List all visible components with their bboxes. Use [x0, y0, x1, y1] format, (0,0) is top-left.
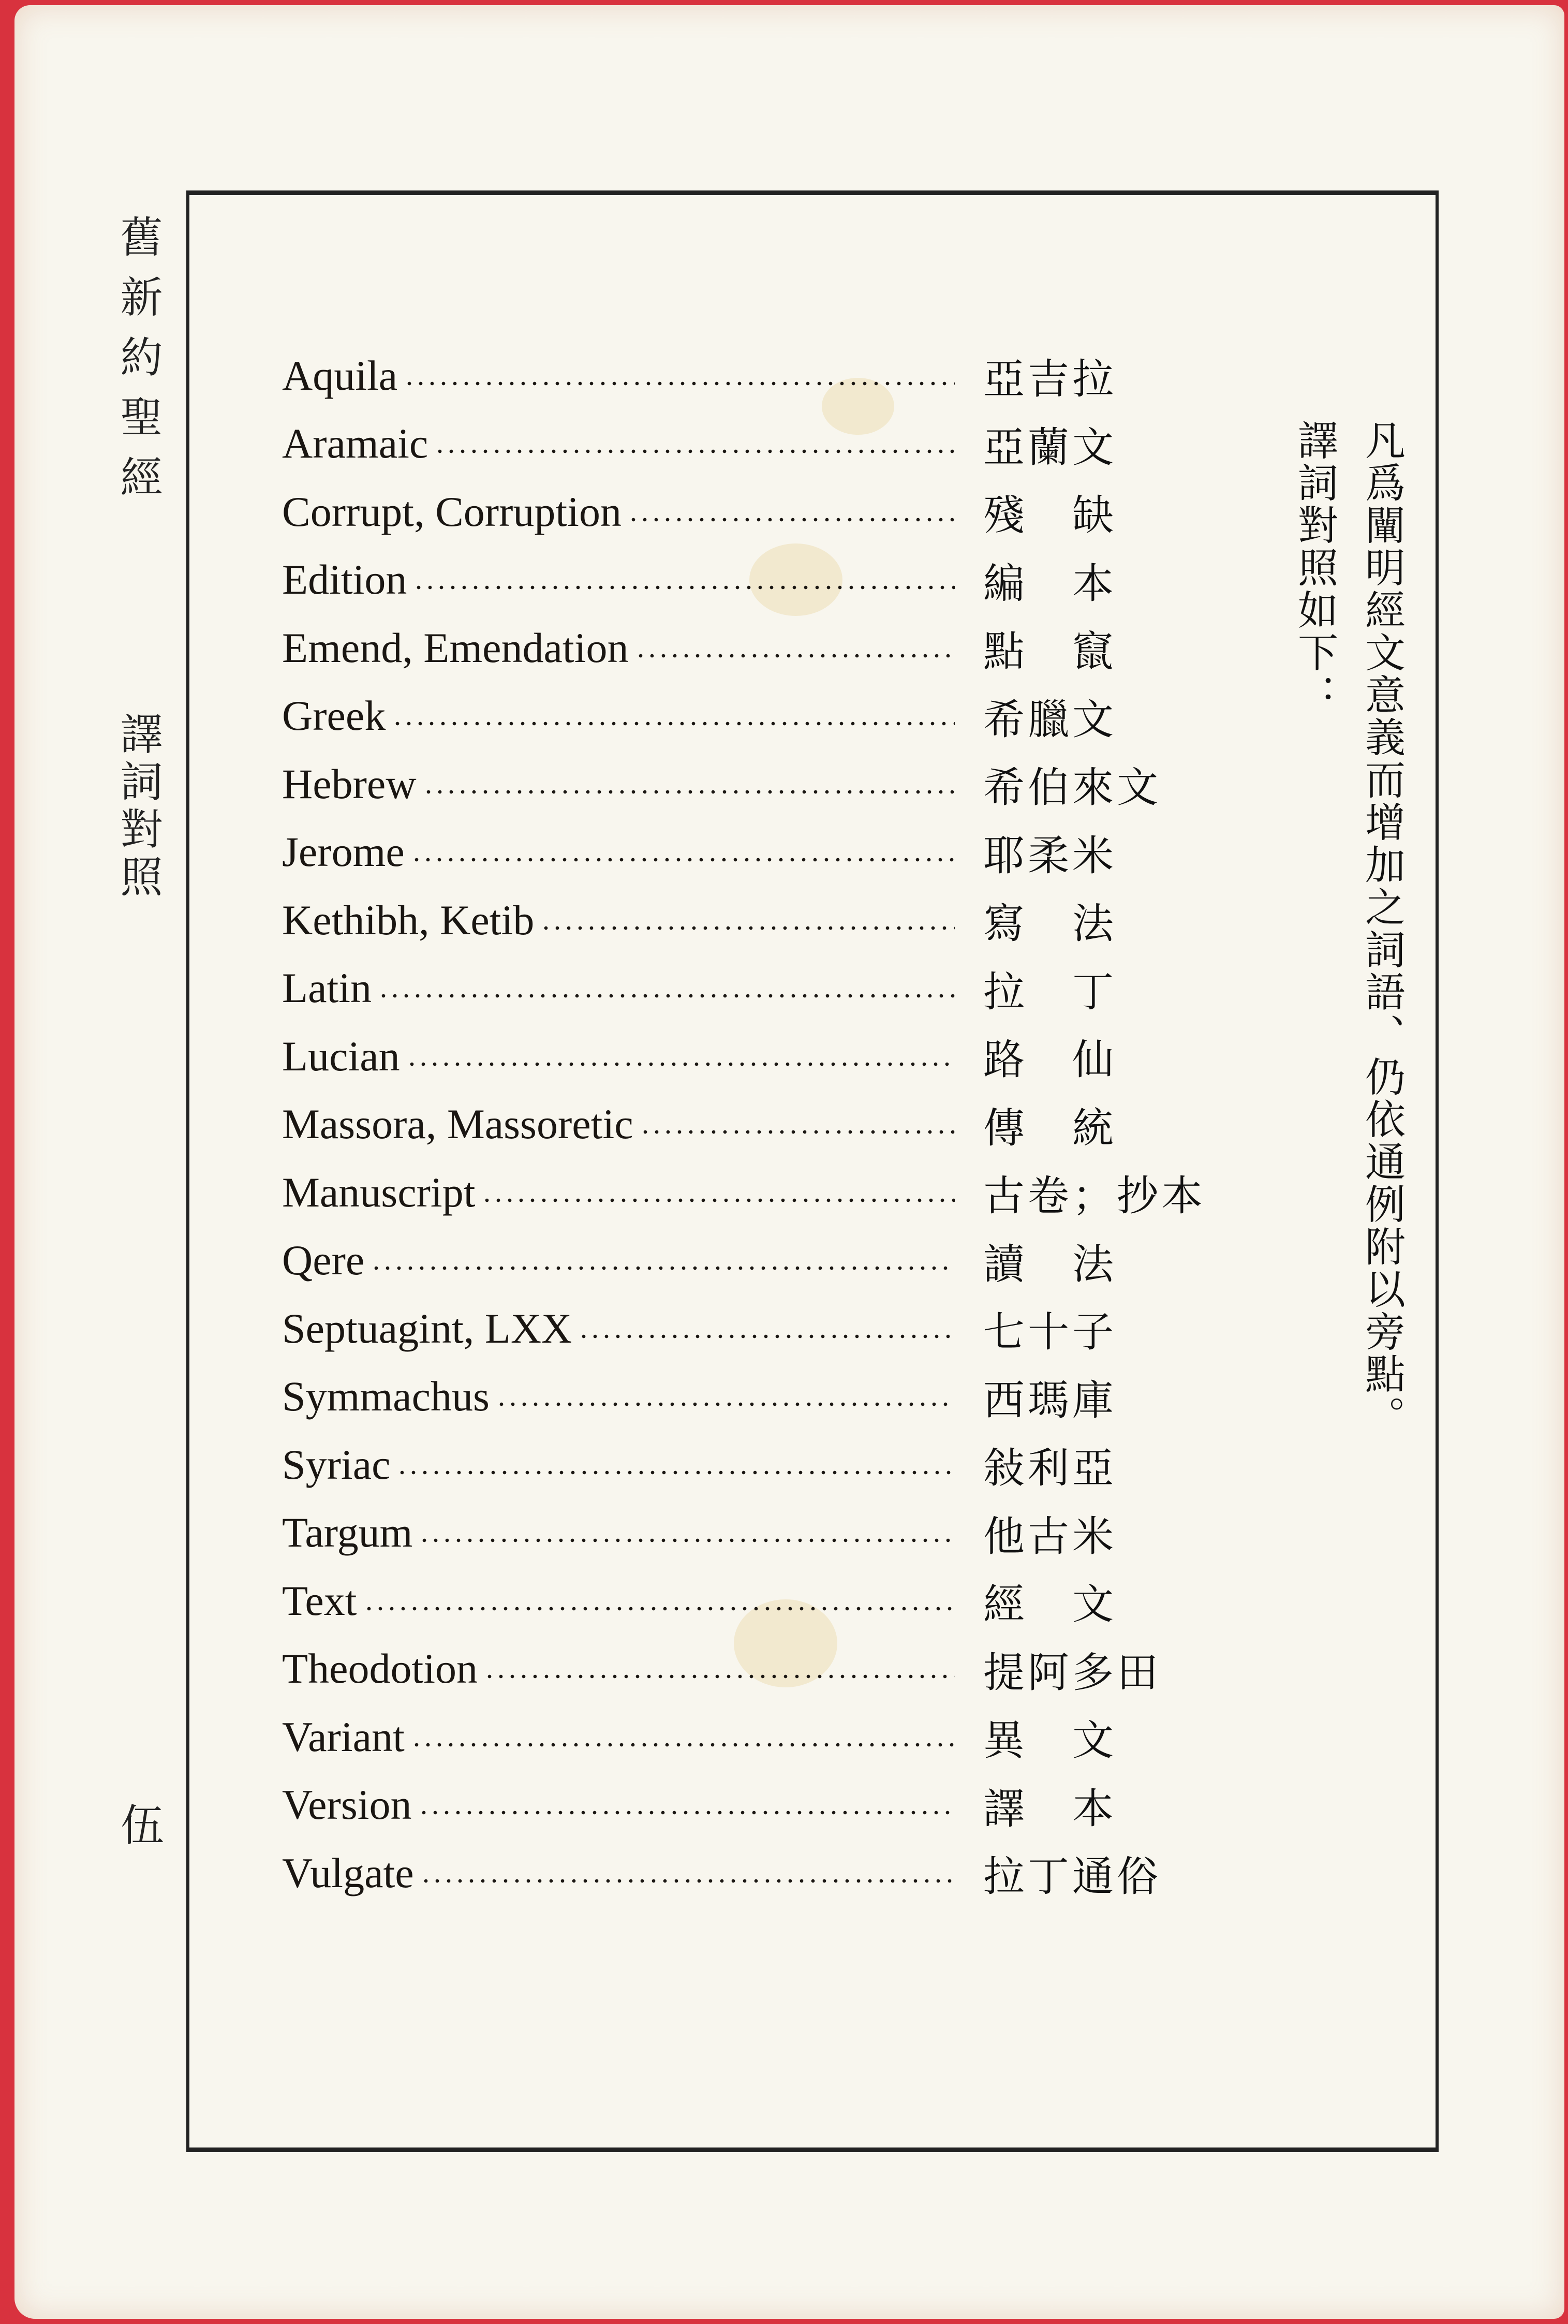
glossary-term-cell [282, 1304, 955, 1353]
chinese-term: 亞吉拉 [983, 355, 1117, 404]
glossary-term-cell [282, 624, 955, 672]
glossary-term-cell [282, 1644, 955, 1693]
glossary-term-cell [282, 828, 955, 876]
chinese-term: 敍利亞 [983, 1444, 1117, 1493]
glossary-term-cell [282, 1440, 955, 1489]
glossary-entry [282, 342, 1214, 410]
english-term: Symmachus [282, 1373, 490, 1420]
english-term: Aquila [282, 351, 398, 399]
english-term: Latin [282, 964, 372, 1012]
glossary-entry [282, 410, 1214, 478]
english-term: Massora, Massoretic [282, 1100, 633, 1148]
glossary-term-cell [282, 1236, 955, 1285]
glossary-term-cell [282, 1508, 955, 1557]
english-term: Lucian [282, 1032, 400, 1080]
english-term: Greek [282, 692, 386, 740]
book-title: 舊新約聖經 [113, 215, 162, 515]
chinese-term: 經 文 [983, 1580, 1117, 1629]
glossary-entry [282, 1635, 1214, 1703]
glossary-term-cell [282, 351, 955, 400]
glossary-term-cell [282, 555, 955, 604]
glossary-term-cell [282, 1168, 955, 1217]
dot-leader [635, 653, 955, 658]
english-term: Jerome [282, 828, 405, 876]
chinese-term: 殘 缺 [983, 491, 1117, 540]
glossary-term-cell [282, 1372, 955, 1421]
glossary-term-cell [282, 488, 955, 536]
intro-line-2: 譯詞對照如下： [1291, 419, 1338, 716]
dot-leader [420, 1878, 955, 1884]
dot-leader [371, 1266, 955, 1271]
glossary-entry [282, 1363, 1214, 1431]
glossary-list [282, 342, 1214, 1907]
english-term: Emend, Emendation [282, 624, 629, 671]
glossary-entry [282, 614, 1214, 682]
chinese-term: 西瑪庫 [983, 1376, 1117, 1424]
chinese-term: 譯 本 [983, 1784, 1117, 1833]
chinese-term: 傳 統 [983, 1104, 1117, 1152]
glossary-term-cell [282, 896, 955, 945]
english-term: Septuagint, LXX [282, 1304, 572, 1352]
glossary-term-cell [282, 964, 955, 1012]
glossary-entry [282, 1227, 1214, 1295]
section-title: 譯詞對照 [113, 712, 162, 902]
chinese-term: 異 文 [983, 1716, 1117, 1765]
english-term: Version [282, 1781, 412, 1829]
dot-leader [628, 517, 955, 522]
chinese-term: 他古米 [983, 1512, 1117, 1561]
dot-leader [392, 721, 955, 726]
chinese-term: 拉 丁 [983, 967, 1117, 1016]
glossary-entry [282, 1022, 1214, 1091]
dot-leader [396, 1470, 955, 1475]
chinese-term: 耶柔米 [983, 831, 1117, 880]
dot-leader [378, 993, 955, 998]
glossary-term-cell [282, 1032, 955, 1081]
glossary-term-cell [282, 1713, 955, 1761]
chinese-term: 希伯來文 [983, 763, 1161, 812]
english-term: Corrupt, Corruption [282, 488, 622, 535]
dot-leader [411, 857, 955, 862]
chinese-term: 拉丁通俗 [983, 1852, 1161, 1901]
english-term: Edition [282, 556, 407, 604]
dot-leader [363, 1606, 955, 1611]
dot-leader [411, 1742, 955, 1747]
glossary-term-cell [282, 760, 955, 808]
glossary-entry [282, 1295, 1214, 1363]
english-term: Qere [282, 1237, 365, 1284]
chinese-term: 希臘文 [983, 695, 1117, 744]
chinese-term: 七十子 [983, 1308, 1117, 1357]
dot-leader [484, 1674, 955, 1679]
chinese-term: 寫 法 [983, 900, 1117, 948]
glossary-entry [282, 818, 1214, 887]
chinese-term: 編 本 [983, 559, 1117, 608]
dot-leader [413, 585, 955, 590]
glossary-entry [282, 1499, 1214, 1567]
english-term: Hebrew [282, 760, 417, 807]
glossary-entry [282, 546, 1214, 614]
english-term: Vulgate [282, 1849, 414, 1896]
english-term: Text [282, 1577, 357, 1624]
glossary-term-cell [282, 1849, 955, 1898]
glossary-entry [282, 954, 1214, 1023]
page-number: 伍 [120, 1800, 164, 1851]
glossary-entry [282, 1091, 1214, 1159]
english-term: Kethibh, Ketib [282, 896, 535, 944]
dot-leader [434, 449, 955, 454]
english-term: Theodotion [282, 1645, 478, 1693]
glossary-entry [282, 478, 1214, 546]
dot-leader [496, 1402, 955, 1407]
glossary-entry [282, 1771, 1214, 1840]
english-term: Variant [282, 1713, 405, 1760]
glossary-term-cell [282, 1577, 955, 1625]
chinese-term: 點 竄 [983, 627, 1117, 676]
dot-leader [481, 1198, 955, 1203]
dot-leader [540, 925, 955, 931]
glossary-term-cell [282, 419, 955, 468]
intro-note [1281, 419, 1415, 2076]
chinese-term: 提阿多田 [983, 1648, 1161, 1697]
dot-leader [578, 1334, 955, 1339]
chinese-term: 路 仙 [983, 1036, 1117, 1084]
glossary-entry [282, 750, 1214, 818]
dot-leader [404, 381, 955, 386]
english-term: Syriac [282, 1440, 391, 1488]
glossary-term-cell [282, 692, 955, 740]
english-term: Manuscript [282, 1168, 476, 1216]
glossary-entry [282, 1839, 1214, 1907]
glossary-entry [282, 1431, 1214, 1499]
chinese-term: 讀 法 [983, 1240, 1117, 1288]
glossary-entry [282, 1158, 1214, 1227]
glossary-entry [282, 886, 1214, 954]
glossary-entry [282, 1567, 1214, 1635]
glossary-entry [282, 1703, 1214, 1771]
dot-leader [419, 1538, 955, 1543]
glossary-term-cell [282, 1100, 955, 1149]
english-term: Targum [282, 1509, 413, 1556]
chinese-term: 古卷；抄本 [983, 1172, 1206, 1220]
dot-leader [406, 1062, 955, 1067]
english-term: Aramaic [282, 420, 428, 467]
dot-leader [423, 789, 955, 795]
chinese-term: 亞蘭文 [983, 423, 1117, 472]
dot-leader [640, 1129, 955, 1135]
glossary-entry [282, 682, 1214, 751]
intro-line-1: 凡爲闡明經文意義而增加之詞語、仍依通例附以旁點。 [1358, 419, 1405, 1438]
glossary-term-cell [282, 1781, 955, 1829]
dot-leader [418, 1810, 955, 1815]
